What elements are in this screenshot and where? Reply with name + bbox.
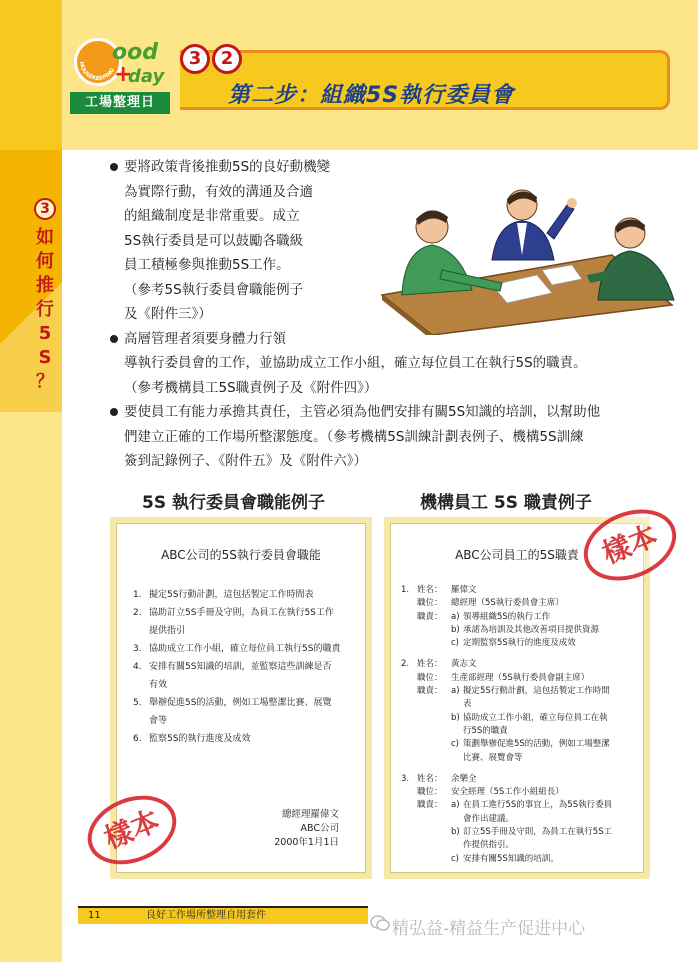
duty-cell bbox=[451, 813, 463, 826]
duty-cell bbox=[401, 611, 417, 624]
bullet-text: 5S執行委員是可以鼓勵各職級 bbox=[124, 232, 304, 249]
duty-cell bbox=[401, 826, 417, 839]
bullet-item bbox=[110, 327, 680, 401]
duty-cell bbox=[401, 624, 417, 637]
duty-row bbox=[401, 637, 635, 650]
entry-cell: 黃志文 bbox=[451, 659, 477, 670]
duty-cell bbox=[401, 799, 417, 812]
sample-stamp: 樣本 bbox=[77, 783, 186, 877]
bullet-text: 的組織制度是非常重要。成立 bbox=[124, 208, 300, 224]
duty-cell bbox=[451, 725, 463, 738]
entry-gap bbox=[401, 765, 635, 773]
item-text: 協助訂立5S手冊及守則，為員工在執行5S工作 bbox=[149, 608, 334, 618]
step-digit-1: 3 bbox=[180, 44, 210, 74]
duty-cell: 領導組織5S的執行工作 bbox=[463, 611, 551, 622]
form1-list bbox=[133, 586, 353, 748]
duty-cell: 在員工進行5S的事宜上，為5S執行委員 bbox=[463, 800, 613, 811]
logo-banner: 工場整理日 bbox=[70, 92, 170, 114]
duty-cell bbox=[401, 752, 417, 765]
duty-cell bbox=[417, 738, 451, 751]
form1-title: 5S 執行委員會職能例子 bbox=[142, 493, 325, 513]
item-number: 5. bbox=[133, 698, 142, 708]
duty-cell: 承諾為培訓及其他改善項目提供資源 bbox=[463, 624, 600, 635]
name-row bbox=[401, 773, 635, 786]
page-footer bbox=[78, 906, 368, 924]
post-row bbox=[401, 672, 635, 685]
signature-line: 總經理羅偉文 bbox=[281, 809, 339, 820]
bullet-text: 要使員工有能力承擔其責任，主管必須為他們安排有關5S知識的培訓，以幫助他 bbox=[124, 404, 601, 420]
duty-cell: 職責： bbox=[417, 800, 443, 811]
entry-cell: 姓名： bbox=[417, 773, 443, 784]
duty-row bbox=[401, 712, 635, 725]
duty-row bbox=[401, 738, 635, 751]
name-row bbox=[401, 658, 635, 671]
duty-row bbox=[401, 839, 635, 852]
side-title-char: 推 bbox=[36, 275, 54, 296]
duty-cell bbox=[417, 725, 451, 738]
page-title: 第二步：組織5S執行委員會 bbox=[228, 83, 515, 108]
duty-cell: 擬定5S行動計劃，這包括製定工作時間 bbox=[463, 686, 610, 697]
duty-cell bbox=[401, 839, 417, 852]
duty-row bbox=[401, 624, 635, 637]
entry-cell: 1. bbox=[401, 585, 410, 595]
signature-line: 2000年1月1日 bbox=[274, 837, 339, 848]
bullet-text: （參考5S執行委員會職能例子 bbox=[124, 281, 304, 298]
logo-ood-text: ood bbox=[112, 40, 158, 65]
bullet-list bbox=[110, 155, 680, 474]
entry-cell: 總經理（5S執行委員會主席） bbox=[451, 598, 564, 609]
duty-cell bbox=[417, 813, 451, 826]
duty-cell bbox=[417, 624, 451, 637]
bullet-text: 高層管理者須要身體力行領 bbox=[124, 330, 286, 347]
item-text: 舉辦促進5S的活動，例如工場整潔比賽、展覽 bbox=[149, 698, 332, 708]
item-number: 2. bbox=[133, 608, 142, 618]
list-item bbox=[133, 604, 353, 640]
item-text: 會等 bbox=[149, 716, 168, 726]
duty-cell: 比賽、展覽會等 bbox=[463, 752, 523, 763]
entry-cell bbox=[401, 597, 417, 610]
entry-cell: 職位： bbox=[417, 672, 443, 683]
duty-cell: c) bbox=[451, 638, 459, 649]
section-side-title bbox=[32, 226, 58, 394]
list-item bbox=[133, 658, 353, 694]
bullet-item bbox=[110, 155, 680, 327]
duty-cell: 職責： bbox=[417, 686, 443, 697]
bullet-text: 員工積極參與推動5S工作。 bbox=[124, 257, 290, 273]
duty-row bbox=[401, 725, 635, 738]
bullet-item bbox=[110, 400, 680, 474]
item-number: 1. bbox=[133, 590, 142, 600]
wechat-icon bbox=[370, 914, 390, 932]
staff-entry bbox=[401, 584, 635, 650]
duty-row bbox=[401, 685, 635, 698]
duty-cell: c) bbox=[451, 739, 459, 750]
left-band-top bbox=[0, 0, 62, 150]
duty-cell: 表 bbox=[463, 699, 472, 710]
duty-cell bbox=[417, 839, 451, 852]
duty-cell bbox=[401, 685, 417, 698]
duty-row bbox=[401, 698, 635, 711]
duty-cell: 安排有關5S知識的培訓。 bbox=[463, 853, 559, 864]
duty-row bbox=[401, 813, 635, 826]
duty-cell bbox=[417, 853, 451, 866]
duty-cell: 定期監察5S執行的進度及成效 bbox=[463, 638, 576, 649]
sample-stamp: 樣本 bbox=[573, 496, 687, 593]
duty-cell bbox=[401, 738, 417, 751]
logo-day-text: day bbox=[128, 66, 165, 87]
bullet-dot-icon bbox=[110, 335, 118, 343]
duty-cell bbox=[417, 637, 451, 650]
good-housekeeping-day-logo bbox=[68, 28, 172, 112]
duty-cell bbox=[401, 813, 417, 826]
duty-cell: b) bbox=[451, 827, 460, 838]
post-row bbox=[401, 597, 635, 610]
duty-cell: 行5S的職責 bbox=[463, 725, 508, 736]
watermark-text: 精弘益-精益生产促进中心 bbox=[392, 919, 586, 939]
duty-cell bbox=[401, 725, 417, 738]
duty-row bbox=[401, 611, 635, 624]
bullet-text: 簽到記錄例子、《附件五》及《附件六》） bbox=[124, 453, 367, 469]
duty-cell bbox=[401, 637, 417, 650]
bullet-text: 們建立正確的工作場所整潔態度。（參考機構5S訓練計劃表例子、機構5S訓練 bbox=[124, 428, 584, 445]
page-number: 11 bbox=[88, 910, 101, 921]
signature-line: ABC公司 bbox=[300, 823, 339, 834]
entry-cell: 羅偉文 bbox=[451, 585, 477, 595]
entry-cell: 生產部經理（5S執行委員會副主席） bbox=[451, 672, 590, 683]
duty-cell bbox=[417, 826, 451, 839]
duty-cell bbox=[451, 752, 463, 765]
post-row bbox=[401, 786, 635, 799]
list-item bbox=[133, 694, 353, 730]
side-title-char: 行 bbox=[36, 299, 54, 320]
form1-signature bbox=[274, 808, 339, 850]
duty-cell: 協助成立工作小組，確立每位員工在執 bbox=[463, 712, 608, 723]
item-text: 擬定5S行動計劃，這包括製定工作時間表 bbox=[149, 590, 314, 600]
duty-row bbox=[401, 752, 635, 765]
duty-cell bbox=[451, 698, 463, 711]
form2-list bbox=[401, 584, 635, 866]
bullet-text: 及《附件三》） bbox=[124, 306, 212, 322]
item-text: 安排有關5S知識的培訓，並監察這些訓練是否 bbox=[149, 662, 332, 672]
list-item bbox=[133, 730, 353, 748]
item-number: 4. bbox=[133, 662, 142, 672]
entry-cell: 職位： bbox=[417, 598, 443, 609]
duty-cell: a) bbox=[451, 800, 460, 811]
entry-cell: 3. bbox=[401, 773, 410, 784]
side-title-char: 如 bbox=[36, 227, 54, 248]
form2-heading: ABC公司員工的5S職責 bbox=[455, 548, 579, 562]
duty-cell: 訂立5S手冊及守則，為員工在執行5S工 bbox=[463, 827, 613, 838]
name-row bbox=[401, 584, 635, 597]
book-title: 良好工作場所整理自用套件 bbox=[146, 910, 266, 921]
duty-cell bbox=[451, 839, 463, 852]
entry-cell: 職位： bbox=[417, 787, 443, 798]
entry-cell: 2. bbox=[401, 659, 410, 670]
duty-cell bbox=[417, 752, 451, 765]
duty-cell bbox=[401, 853, 417, 866]
entry-cell: 安全經理（5S工作小組組長） bbox=[451, 787, 564, 798]
item-number: 3. bbox=[133, 644, 142, 654]
side-title-char: S bbox=[38, 347, 52, 368]
entry-cell bbox=[401, 672, 417, 685]
item-text: 監察5S的執行進度及成效 bbox=[149, 734, 251, 744]
bullet-text: 為實際行動，有效的溝通及合適 bbox=[124, 183, 313, 200]
duty-cell: 策劃舉辦促進5S的活動，例如工場整潔 bbox=[463, 739, 610, 750]
list-item bbox=[133, 640, 353, 658]
logo-plus-text: + bbox=[114, 62, 133, 87]
item-number: 6. bbox=[133, 734, 142, 744]
item-text: 協助成立工作小組，確立每位員工執行5S的職責 bbox=[149, 644, 341, 654]
svg-text:HOUSEKEEPING: HOUSEKEEPING bbox=[77, 61, 117, 83]
entry-cell bbox=[401, 786, 417, 799]
entry-cell: 姓名： bbox=[417, 659, 443, 670]
entry-gap bbox=[401, 650, 635, 658]
duty-cell bbox=[417, 712, 451, 725]
duty-cell bbox=[401, 698, 417, 711]
entry-cell: 余樂全 bbox=[451, 773, 477, 784]
side-title-char: ？ bbox=[36, 371, 54, 392]
duty-cell bbox=[401, 712, 417, 725]
section-number-badge: 3 bbox=[34, 198, 56, 220]
step-digit-2: 2 bbox=[212, 44, 242, 74]
entry-cell: 姓名： bbox=[417, 585, 443, 595]
duty-cell bbox=[417, 698, 451, 711]
bullet-text: 導執行委員會的工作，並協助成立工作小組，確立每位員工在執行5S的職責。 bbox=[124, 355, 587, 371]
duty-cell: 會作出建議。 bbox=[463, 813, 515, 824]
duty-row bbox=[401, 853, 635, 866]
duty-cell: b) bbox=[451, 712, 460, 723]
bullet-text: （參考機構員工5S職責例子及《附件四》） bbox=[124, 379, 378, 396]
duty-cell: 作提供指引。 bbox=[463, 840, 515, 851]
duty-cell: b) bbox=[451, 624, 460, 635]
duty-cell: a) bbox=[451, 686, 460, 697]
duty-cell: a) bbox=[451, 611, 460, 622]
side-title-char: 何 bbox=[36, 251, 54, 272]
list-item bbox=[133, 586, 353, 604]
form2-title: 機構員工 5S 職責例子 bbox=[420, 493, 592, 513]
duty-cell: c) bbox=[451, 853, 459, 864]
staff-entry bbox=[401, 773, 635, 866]
side-title-char: 5 bbox=[38, 323, 52, 344]
bullet-dot-icon bbox=[110, 163, 118, 171]
duty-row bbox=[401, 799, 635, 812]
item-text: 有效 bbox=[149, 680, 168, 690]
duty-cell: 職責： bbox=[417, 611, 443, 622]
bullet-text: 要將政策背後推動5S的良好動機變 bbox=[124, 159, 331, 175]
form1-heading: ABC公司的5S執行委員會職能 bbox=[161, 548, 321, 562]
item-text: 提供指引 bbox=[149, 626, 186, 636]
bullet-dot-icon bbox=[110, 408, 118, 416]
duty-row bbox=[401, 826, 635, 839]
staff-entry bbox=[401, 658, 635, 764]
